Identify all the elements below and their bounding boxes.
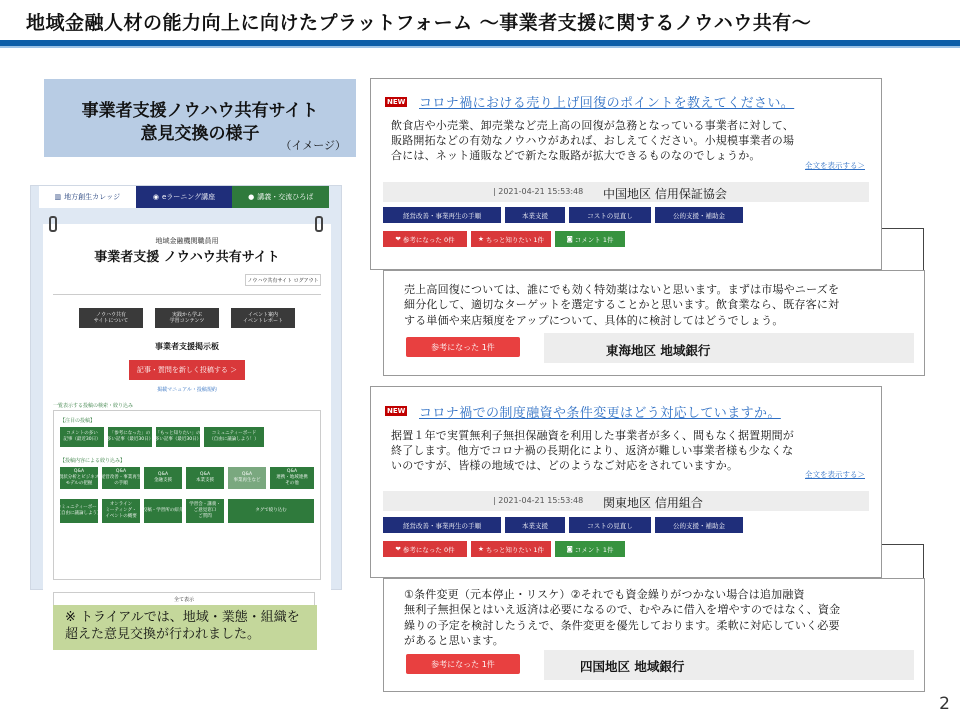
circle-icon: ●: [248, 193, 255, 201]
logout-button[interactable]: ノウハウ共有サイト ログアウト: [245, 274, 321, 286]
tag-cost[interactable]: コストの見直し: [569, 207, 651, 223]
tag-hongyou-shien[interactable]: 本業支援: [505, 517, 565, 533]
answer-org-bar: [544, 333, 914, 363]
trial-note-line2: 超えた意見交換が行われました。: [65, 626, 261, 642]
building-icon: ▥: [54, 193, 62, 201]
slide-title: 地域金融人材の能力向上に向けたプラットフォーム ～事業者支援に関するノウハウ共有～: [26, 12, 812, 34]
site-page: [43, 224, 331, 603]
speech-bubble-icon: ◙: [566, 545, 573, 553]
speech-bubble-icon: ◙: [566, 235, 573, 243]
binder-clip-icon: [315, 216, 323, 232]
filter-button[interactable]: 投稿・学習所の紹介: [144, 499, 182, 523]
helpful-button[interactable]: ❤ 参考になった 0件: [383, 231, 467, 247]
filter-button[interactable]: Q&A 連携・地域連携 その他: [270, 467, 314, 489]
tag-hongyou-shien[interactable]: 本業支援: [505, 207, 565, 223]
divider: [53, 294, 321, 295]
nav-elearning[interactable]: ◉ eラーニング講座: [136, 186, 233, 208]
tag-keiei-kaizen[interactable]: 経営改善・事業再生の手順: [383, 207, 501, 223]
answer-org: 四国地区 地域銀行: [580, 659, 685, 674]
question-title[interactable]: コロナ禍における売り上げ回復のポイントを教えてください。: [419, 96, 795, 111]
new-badge: NEW: [387, 407, 406, 415]
post-org: 関東地区 信用組合: [603, 496, 703, 510]
tag-koteki-shien[interactable]: 公的支援・補助金: [655, 517, 743, 533]
filter-button[interactable]: Q&A 金融支援: [144, 467, 182, 489]
question-card: [370, 78, 882, 270]
show-full-link[interactable]: 全文を表示する＞: [805, 161, 865, 170]
filter-button[interactable]: Q&A 現状分析とビジネス モデルの把握: [60, 467, 98, 489]
comment-button[interactable]: ◙ コメント 1件: [555, 231, 625, 247]
tag-keiei-kaizen[interactable]: 経営改善・事業再生の手順: [383, 517, 501, 533]
filter-button[interactable]: コミュニティーボード （自由に議論しよう）: [60, 499, 98, 523]
new-post-button[interactable]: 記事・質問を新しく投稿する ＞: [129, 360, 245, 380]
show-full-link[interactable]: 全文を表示する＞: [805, 470, 865, 479]
site-heading-line2: 意見交換の様子: [140, 124, 260, 144]
filter-button[interactable]: 「参考になった」の 多い記事（最近30日）: [108, 427, 152, 447]
post-meta-bar: [383, 491, 869, 511]
filter-button[interactable]: コメントの多い 記事（最近30日）: [60, 427, 104, 447]
answer-org: 東海地区 地域銀行: [606, 343, 711, 358]
title-underline-light: [0, 46, 960, 48]
nav-kougi-hiroba[interactable]: ● 講義・交流ひろば: [232, 186, 329, 208]
helpful-button[interactable]: ❤ 参考になった 0件: [383, 541, 467, 557]
want-more-button[interactable]: ★ ちっと知りたい 1件: [471, 541, 551, 557]
tag-filter-button[interactable]: タグで絞り込む: [228, 499, 314, 523]
want-more-button[interactable]: ★ ちっと知りたい 1件: [471, 231, 551, 247]
site-navbar: [39, 186, 329, 208]
trial-note-line1: ※ トライアルでは、地域・業態・組織を: [65, 610, 300, 625]
question-text: 据置１年で実質無利子無担保融資を利用した事業者が多く、間もなく据置期間が 終了します。他方でコロナ禍の長期化により、返済が難しい事業者様も少なくな いのですが、皆様の地域では、どのようなご対応をされていますか。: [391, 429, 794, 472]
filter-button[interactable]: Q&A 経営改善・事業再生 の手順: [102, 467, 140, 489]
answer-text: 売上高回復については、誰にでも効く特効薬はないと思います。まずは市場やニーズを 細分化して、適切なターゲットを選定することかと思います。飲食業なら、既存客に対 する単価や来店頻度をアップについて、具体的に検討してはどうでしょう。: [404, 283, 840, 327]
binder-clip-icon: [49, 216, 57, 232]
answer-card: [383, 270, 925, 376]
tag-koteki-shien[interactable]: 公的支援・補助金: [655, 207, 743, 223]
site-heading-box: [44, 79, 356, 157]
heart-icon: ❤: [395, 235, 401, 243]
site-subtitle: 地域金融機関職員用: [155, 237, 219, 245]
learning-content-button[interactable]: 実践から学ぶ 学習コンテンツ: [155, 308, 219, 328]
site-heading-note: （イメージ）: [280, 139, 346, 152]
post-date: | 2021-04-21 15:53:48: [493, 187, 584, 196]
filter-button[interactable]: 「もっと知りたい」の 多い記事（最近30日）: [156, 427, 200, 447]
post-org: 中国地区 信用保証協会: [603, 187, 727, 201]
question-title[interactable]: コロナ禍での制度融資や条件変更はどう対応していますか。: [419, 406, 781, 421]
filter-panel: [53, 410, 321, 580]
manual-link[interactable]: 掲載マニュアル・投稿規約: [157, 387, 217, 393]
about-site-button[interactable]: ノウハウ共有 サイトについて: [79, 308, 143, 328]
answer-card: [383, 578, 925, 692]
globe-icon: ◉: [152, 193, 159, 201]
question-text: 飲食店や小売業、卸売業など売上高の回復が急務となっている事業者に対して、 販路開拓などの有効なノウハウがあれば、おしえてください。小規模事業者の場 合には、ネット通販などで新たな販路が拡大できるものなのでしょうか。: [391, 119, 795, 162]
filter-button[interactable]: コミュニティーボード （自由に議論しよう！）: [204, 427, 264, 447]
filter-button[interactable]: オンライン ミーティング・ イベントの概要: [102, 499, 140, 523]
filter-label: 一覧表示する投稿の検索・絞り込み: [53, 403, 134, 409]
bbs-title: 事業者支援掲示板: [155, 342, 219, 351]
see-all-button[interactable]: 全て表示: [53, 592, 315, 606]
event-button[interactable]: イベント案内 イベントレポート: [231, 308, 295, 328]
star-icon: ★: [477, 545, 484, 553]
site-title: 事業者支援 ノウハウ共有サイト: [94, 250, 280, 265]
heart-icon: ❤: [395, 545, 401, 553]
filter-button[interactable]: 学習会・講義・ ご意見窓口 ご質問: [186, 499, 224, 523]
tag-cost[interactable]: コストの見直し: [569, 517, 651, 533]
new-badge: NEW: [387, 98, 406, 106]
site-screenshot: [30, 185, 342, 603]
filter-heading-content: 【投稿内容による絞り込み】: [60, 458, 126, 464]
connector-line: [882, 544, 924, 580]
filter-heading-featured: 【注目の投稿】: [60, 418, 96, 424]
post-meta-bar: [383, 182, 869, 202]
post-date: | 2021-04-21 15:53:48: [493, 496, 584, 505]
answer-helpful-button[interactable]: 参考になった 1件: [406, 654, 520, 674]
comment-button[interactable]: ◙ コメント 1件: [555, 541, 625, 557]
question-card: [370, 386, 882, 578]
site-heading-line1: 事業者支援ノウハウ共有サイト: [81, 101, 319, 121]
nav-chihou-college[interactable]: ▥ 地方創生カレッジ: [39, 186, 136, 208]
answer-helpful-button[interactable]: 参考になった 1件: [406, 337, 520, 357]
star-icon: ★: [477, 235, 484, 243]
page-number: 2: [939, 694, 950, 714]
filter-button[interactable]: Q&A 本業支援: [186, 467, 224, 489]
answer-text: ①条件変更（元本停止・リスケ）②それでも資金繰りがつかない場合は追加融資 無利子無担保とはいえ返済は必要になるので、むやみに借入を増やすのではなく、資金 繰りの予定を検討したうえで、条件変更を優先しております。柔軟に対応していく必要 があると思います。: [404, 588, 841, 648]
trial-note: [53, 605, 317, 650]
filter-button[interactable]: Q&A 事業再生など: [228, 467, 266, 489]
